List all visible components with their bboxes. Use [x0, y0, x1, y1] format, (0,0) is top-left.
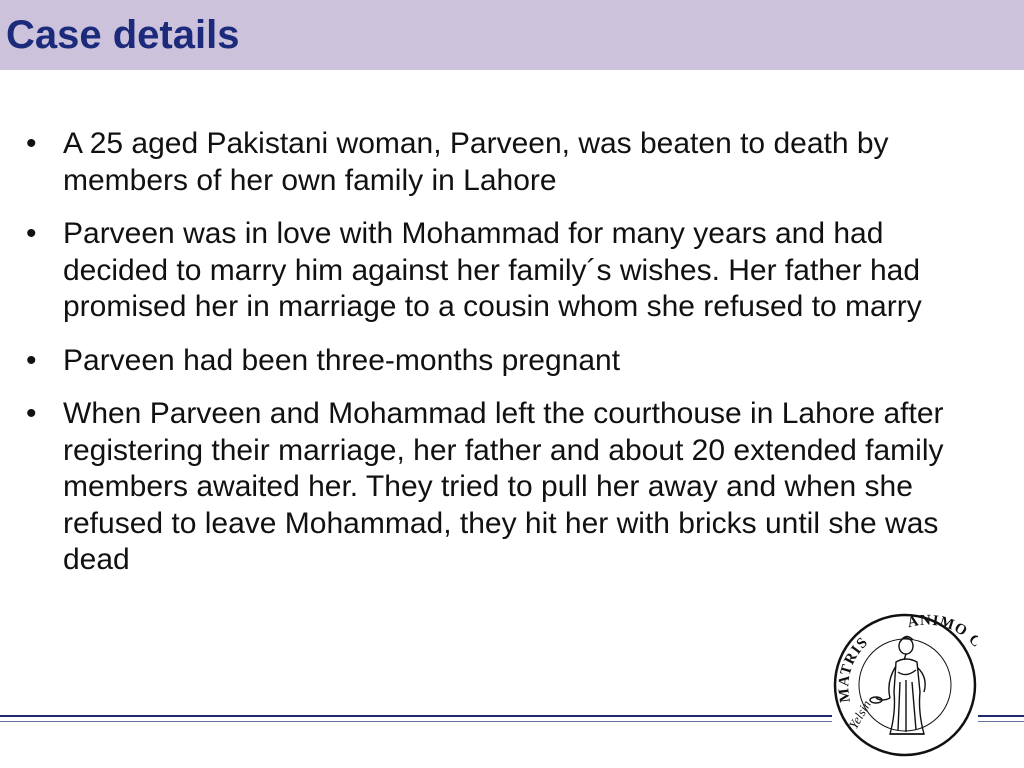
- seal-ring-left-text: MATRIS: [836, 634, 872, 704]
- bullet-icon: •: [26, 343, 37, 377]
- footer-line-top-right: [975, 715, 1024, 717]
- bullet-item: [26, 396, 971, 579]
- slide-title: Case details: [6, 13, 240, 57]
- footer-line-bottom: [0, 721, 840, 722]
- bullet-icon: •: [26, 397, 37, 430]
- seal-graphic: [832, 612, 978, 758]
- seal-ring-right-text: ANIMO: [905, 612, 971, 641]
- bullet-icon: •: [26, 127, 37, 160]
- bullet-text: Parveen was in love with Mohammad for many years and had decided to marry him against her family´s wishes. Her father had promised her in marriage to a cousin whom she refused to marry: [63, 217, 922, 323]
- footer-line-bottom-right: [975, 721, 1024, 722]
- footer-line-top: [0, 715, 840, 717]
- bullet-item: [26, 216, 971, 326]
- bullet-icon: •: [26, 217, 37, 250]
- university-seal-icon: [832, 612, 978, 758]
- bullet-text: A 25 aged Pakistani woman, Parveen, was beaten to death by members of her own family in Lahore: [63, 127, 889, 197]
- bullet-list: [26, 126, 971, 596]
- seal-signature: Yelsin: [845, 697, 874, 732]
- title-bar: [0, 0, 1024, 70]
- bullet-item: [26, 126, 971, 199]
- bullet-text: Parveen had been three-months pregnant: [63, 343, 621, 377]
- bullet-item: [26, 343, 971, 380]
- bullet-text: When Parveen and Mohammad left the courthouse in Lahore after registering their marriage, her father and about 20 extended family members awaited her. They tried to pull her away and when she refused to leave Mohammad, they hit her with bricks until she was dead: [63, 397, 944, 576]
